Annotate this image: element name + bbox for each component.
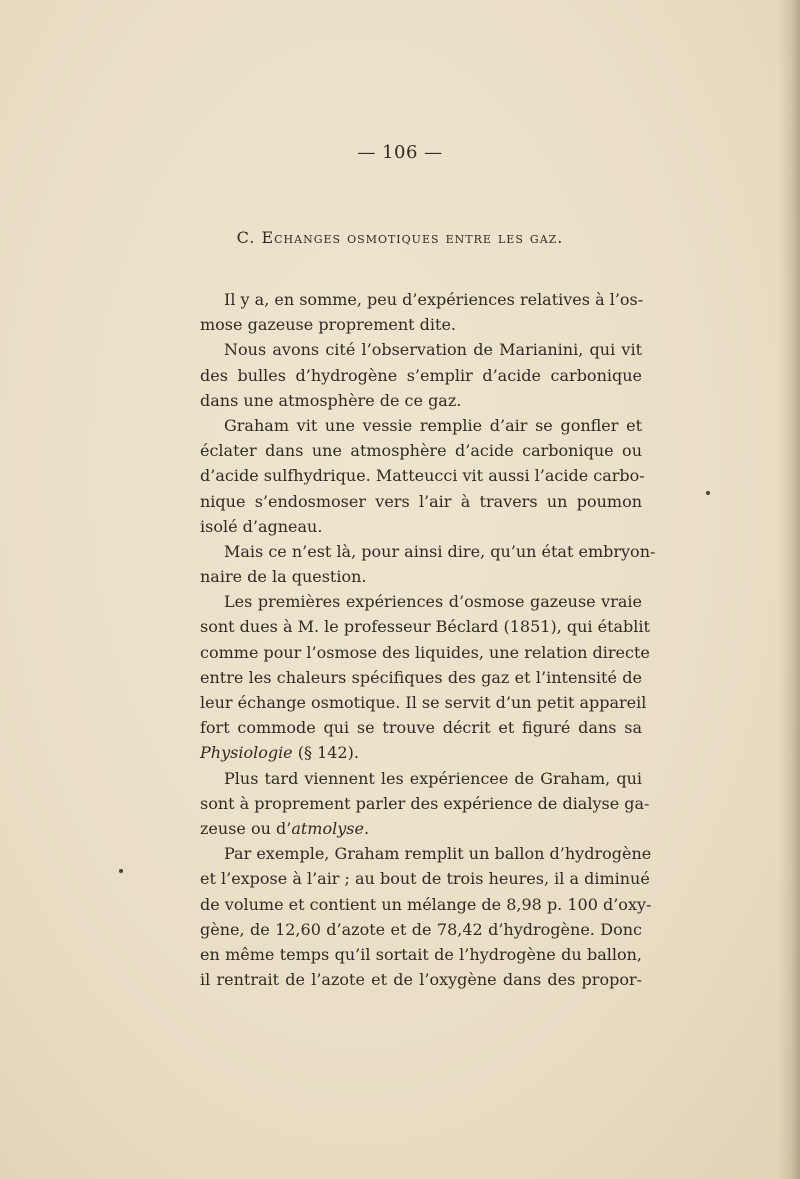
text-line: nique s’endosmoser vers l’air à travers un poumon: [200, 491, 642, 511]
text-line: comme pour l’osmose des liquides, une relation directe: [200, 642, 650, 662]
text-line: éclater dans une atmosphère d’acide carbonique ou: [200, 441, 642, 461]
text-line: Nous avons cité l’observation de Marianini, qui vit: [224, 340, 642, 360]
text-line: en même temps qu’il sortait de l’hydrogène du ballon,: [200, 944, 642, 964]
page-number: — 106 —: [357, 142, 443, 163]
text-line: Les premières expériences d’osmose gazeuse vraie: [224, 592, 642, 612]
text-line: il rentrait de l’azote et de l’oxygène dans des propor-: [200, 970, 642, 990]
text-line: Il y a, en somme, peu d’expériences relatives à l’os-: [224, 290, 644, 309]
text-line: gène, de 12,60 d’azote et de 78,42 d’hydrogène. Donc: [200, 919, 642, 939]
text-line: entre les chaleurs spécifiques des gaz et l’intensité de: [200, 667, 642, 687]
text-line: et l’expose à l’air ; au bout de trois heures, il a diminué: [200, 869, 650, 889]
text-line: zeuse ou d’atmolyse.: [200, 818, 370, 838]
text-line: Physiologie (§ 142).: [200, 743, 359, 763]
text-line: leur échange osmotique. Il se servit d’un petit appareil: [200, 693, 647, 712]
ink-speck: [119, 869, 123, 873]
text-line: naire de la question.: [200, 567, 367, 587]
text-line: mose gazeuse proprement dite.: [200, 315, 457, 335]
text-line: fort commode qui se trouve décrit et figuré dans sa: [200, 718, 642, 738]
text-line: Graham vit une vessie remplie d’air se gonfler et: [224, 415, 642, 435]
section-title: C. Echanges osmotiques entre les gaz.: [236, 228, 564, 247]
body-text: [200, 287, 656, 992]
text-line: sont à proprement parler des expérience de dialyse ga-: [200, 793, 650, 813]
text-line: Mais ce n’est là, pour ainsi dire, qu’un état embryon-: [224, 541, 656, 561]
ink-speck: [706, 491, 710, 495]
page-edge-shadow: [778, 0, 800, 1179]
text-line: d’acide sulfhydrique. Matteucci vit aussi l’acide carbo-: [200, 466, 645, 486]
text-line: dans une atmosphère de ce gaz.: [200, 390, 462, 410]
text-line: sont dues à M. le professeur Béclard (1851), qui établit: [200, 617, 650, 637]
text-line: Par exemple, Graham remplit un ballon d’hydrogène: [224, 844, 652, 864]
text-line: Plus tard viennent les expériencee de Graham, qui: [224, 768, 642, 788]
text-line: de volume et contient un mélange de 8,98 p. 100 d’oxy-: [200, 894, 652, 914]
text-line: des bulles d’hydrogène s’emplir d’acide carbonique: [200, 365, 642, 385]
text-line: isolé d’agneau.: [200, 516, 323, 536]
